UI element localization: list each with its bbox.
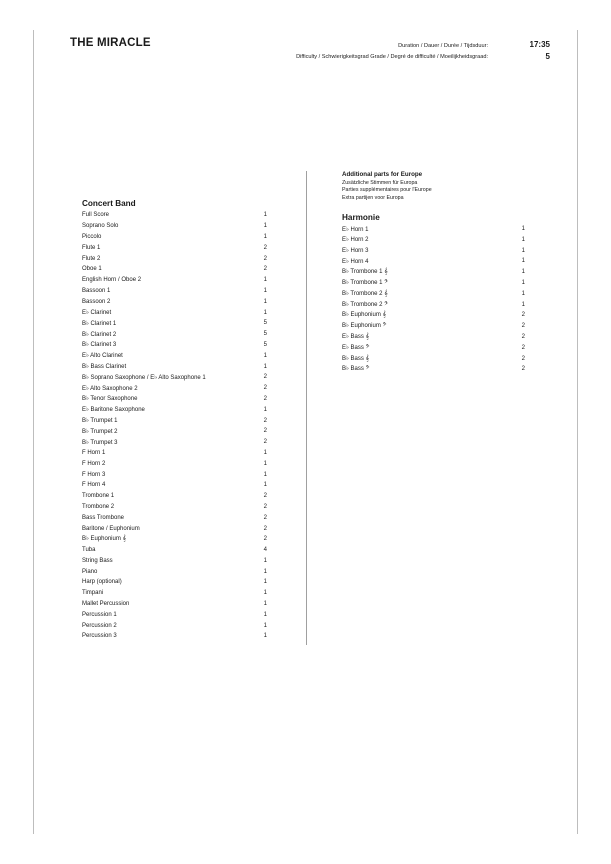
duration-value: 17:35 [529, 40, 550, 49]
part-count: 2 [521, 355, 525, 362]
part-row [342, 310, 525, 321]
part-row [342, 321, 525, 332]
part-row [82, 210, 267, 221]
column-divider [306, 171, 307, 645]
part-name: B♭ Trumpet 1 [82, 418, 118, 425]
difficulty-label: Difficulty / Schwierigkeitsgrad Grade / Degré de difficulté / Moeilijkheidsgraad: [296, 54, 488, 60]
part-name: E♭ Horn 3 [342, 248, 369, 255]
part-name: B♭ Euphonium 𝄞 [342, 312, 387, 319]
part-count: 1 [263, 352, 267, 359]
part-row [82, 437, 267, 448]
part-row [82, 480, 267, 491]
part-name: Piccolo [82, 233, 102, 240]
left-margin-rule [33, 30, 34, 834]
part-row [82, 469, 267, 480]
part-row [82, 609, 267, 620]
part-name: Bassoon 1 [82, 287, 111, 294]
part-count: 1 [263, 622, 267, 629]
part-count: 1 [263, 633, 267, 640]
additional-line-de: Zusätzliche Stimmen für Europa [342, 179, 418, 186]
part-name: Flute 2 [82, 255, 101, 262]
part-name: Mallet Percussion [82, 601, 130, 608]
part-name: B♭ Trumpet 2 [82, 428, 118, 435]
part-name: Percussion 2 [82, 622, 117, 629]
harmonie-parts-list [342, 224, 525, 375]
part-name: Percussion 3 [82, 633, 117, 640]
part-name: E♭ Baritone Saxophone [82, 407, 145, 414]
part-name: B♭ Trombone 1 𝄢 [342, 279, 389, 286]
part-row [82, 512, 267, 523]
part-row [82, 566, 267, 577]
part-name: B♭ Bass 𝄞 [342, 355, 370, 362]
part-name: F Horn 1 [82, 449, 106, 456]
part-name: Trombone 1 [82, 493, 115, 500]
part-name: Bass Trombone [82, 514, 125, 521]
part-name: B♭ Trombone 2 𝄢 [342, 301, 389, 308]
part-count: 5 [263, 341, 267, 348]
part-name: E♭ Horn 2 [342, 237, 369, 244]
part-count: 5 [263, 331, 267, 338]
part-name: Bassoon 2 [82, 298, 111, 305]
part-name: B♭ Clarinet 3 [82, 342, 117, 349]
part-name: B♭ Clarinet 1 [82, 320, 117, 327]
part-row [342, 364, 525, 375]
part-row [82, 340, 267, 351]
part-count: 1 [521, 236, 525, 243]
part-row [342, 342, 525, 353]
part-row [82, 534, 267, 545]
part-row [82, 286, 267, 297]
part-name: Harp (optional) [82, 579, 122, 586]
part-name: F Horn 2 [82, 460, 106, 467]
part-count: 1 [263, 590, 267, 597]
part-count: 2 [263, 266, 267, 273]
part-row [82, 545, 267, 556]
part-name: E♭ Horn 1 [342, 226, 369, 233]
part-row [82, 383, 267, 394]
part-count: 2 [263, 417, 267, 424]
part-count: 2 [263, 536, 267, 543]
part-row [82, 404, 267, 415]
part-row [82, 350, 267, 361]
part-count: 1 [263, 223, 267, 230]
piece-title: THE MIRACLE [70, 37, 151, 49]
right-margin-rule [577, 30, 578, 834]
part-row [342, 332, 525, 343]
additional-line-fr: Parties supplémentaires pour l'Europe [342, 187, 432, 194]
part-count: 1 [263, 611, 267, 618]
part-count: 2 [263, 503, 267, 510]
part-row [82, 588, 267, 599]
part-count: 1 [263, 601, 267, 608]
part-name: B♭ Trumpet 3 [82, 439, 118, 446]
duration-label: Duration / Dauer / Durée / Tijdsduur: [398, 43, 488, 49]
part-name: E♭ Clarinet [82, 310, 112, 317]
part-row [82, 631, 267, 642]
part-row [342, 353, 525, 364]
part-count: 1 [521, 301, 525, 308]
additional-parts-heading: Additional parts for Europe [342, 171, 423, 178]
part-count: 2 [263, 493, 267, 500]
part-row [342, 299, 525, 310]
part-count: 1 [263, 363, 267, 370]
part-row [342, 224, 525, 235]
part-count: 2 [521, 312, 525, 319]
part-count: 2 [521, 333, 525, 340]
concert-band-parts-list [82, 210, 267, 642]
part-count: 2 [263, 395, 267, 402]
part-count: 1 [263, 277, 267, 284]
part-count: 1 [521, 247, 525, 254]
part-name: B♭ Clarinet 2 [82, 331, 117, 338]
part-name: F Horn 3 [82, 471, 106, 478]
part-count: 2 [263, 514, 267, 521]
part-row [342, 256, 525, 267]
part-count: 1 [521, 258, 525, 265]
part-row [342, 278, 525, 289]
part-count: 2 [521, 323, 525, 330]
part-row [82, 502, 267, 513]
part-row [82, 318, 267, 329]
part-row [82, 620, 267, 631]
part-count: 2 [263, 428, 267, 435]
part-count: 2 [263, 385, 267, 392]
part-count: 1 [521, 279, 525, 286]
additional-parts-section [342, 171, 525, 375]
part-name: B♭ Euphonium 𝄞 [82, 536, 127, 543]
part-name: B♭ Soprano Saxophone / E♭ Alto Saxophone 1 [82, 374, 206, 381]
part-count: 2 [263, 525, 267, 532]
part-count: 2 [263, 374, 267, 381]
part-name: Piano [82, 568, 98, 575]
part-name: F Horn 4 [82, 482, 106, 489]
part-name: B♭ Trombone 1 𝄞 [342, 269, 388, 276]
part-row [82, 491, 267, 502]
part-count: 2 [521, 366, 525, 373]
part-row [82, 394, 267, 405]
part-count: 2 [263, 244, 267, 251]
meta-labels [296, 41, 488, 63]
part-row [82, 242, 267, 253]
part-name: B♭ Bass Clarinet [82, 364, 127, 371]
part-count: 1 [263, 460, 267, 467]
part-row [82, 448, 267, 459]
part-name: E♭ Bass 𝄞 [342, 333, 370, 340]
part-name: Flute 1 [82, 244, 101, 251]
part-count: 1 [263, 298, 267, 305]
part-row [82, 221, 267, 232]
part-count: 2 [521, 344, 525, 351]
part-row [82, 577, 267, 588]
part-row [82, 523, 267, 534]
part-name: Full Score [82, 212, 110, 219]
part-name: Trombone 2 [82, 503, 115, 510]
part-count: 2 [263, 255, 267, 262]
harmonie-heading: Harmonie [342, 212, 380, 222]
part-row [342, 245, 525, 256]
part-count: 1 [263, 406, 267, 413]
part-count: 1 [263, 233, 267, 240]
part-name: String Bass [82, 557, 113, 564]
part-name: Soprano Solo [82, 223, 119, 230]
part-row [82, 232, 267, 243]
part-row [342, 288, 525, 299]
part-row [82, 253, 267, 264]
part-name: English Horn / Oboe 2 [82, 277, 142, 284]
part-count: 1 [263, 287, 267, 294]
part-count: 1 [263, 579, 267, 586]
concert-band-section [82, 198, 267, 642]
difficulty-value: 5 [545, 51, 550, 61]
part-row [82, 556, 267, 567]
part-row [82, 458, 267, 469]
part-count: 1 [263, 482, 267, 489]
part-name: E♭ Bass 𝄢 [342, 344, 370, 351]
part-row [342, 234, 525, 245]
part-name: B♭ Bass 𝄢 [342, 366, 370, 373]
part-name: B♭ Euphonium 𝄢 [342, 323, 387, 330]
part-row [82, 426, 267, 437]
part-count: 1 [263, 212, 267, 219]
part-row [82, 361, 267, 372]
part-row [82, 599, 267, 610]
part-name: Percussion 1 [82, 611, 117, 618]
part-count: 1 [521, 269, 525, 276]
part-row [82, 296, 267, 307]
part-count: 1 [263, 557, 267, 564]
part-name: E♭ Horn 4 [342, 258, 369, 265]
part-row [82, 275, 267, 286]
part-row [342, 267, 525, 278]
additional-line-nl: Extra partijen voor Europa [342, 194, 404, 201]
part-count: 1 [263, 471, 267, 478]
concert-band-heading: Concert Band [82, 199, 136, 208]
part-count: 1 [263, 568, 267, 575]
part-name: Oboe 1 [82, 266, 102, 273]
part-count: 1 [521, 226, 525, 232]
meta-values [522, 39, 550, 62]
part-row [82, 329, 267, 340]
part-name: B♭ Tenor Saxophone [82, 396, 138, 403]
part-name: B♭ Trombone 2 𝄞 [342, 290, 388, 297]
part-count: 1 [263, 449, 267, 456]
part-row [82, 372, 267, 383]
part-count: 5 [263, 320, 267, 327]
part-name: Baritone / Euphonium [82, 525, 140, 532]
part-row [82, 307, 267, 318]
part-name: E♭ Alto Clarinet [82, 353, 123, 360]
part-name: Timpani [82, 590, 104, 597]
part-count: 1 [521, 290, 525, 297]
part-row [82, 264, 267, 275]
part-count: 1 [263, 309, 267, 316]
part-count: 4 [263, 547, 267, 554]
part-row [82, 415, 267, 426]
part-name: Tuba [82, 547, 96, 554]
part-name: E♭ Alto Saxophone 2 [82, 385, 138, 392]
part-count: 2 [263, 439, 267, 446]
